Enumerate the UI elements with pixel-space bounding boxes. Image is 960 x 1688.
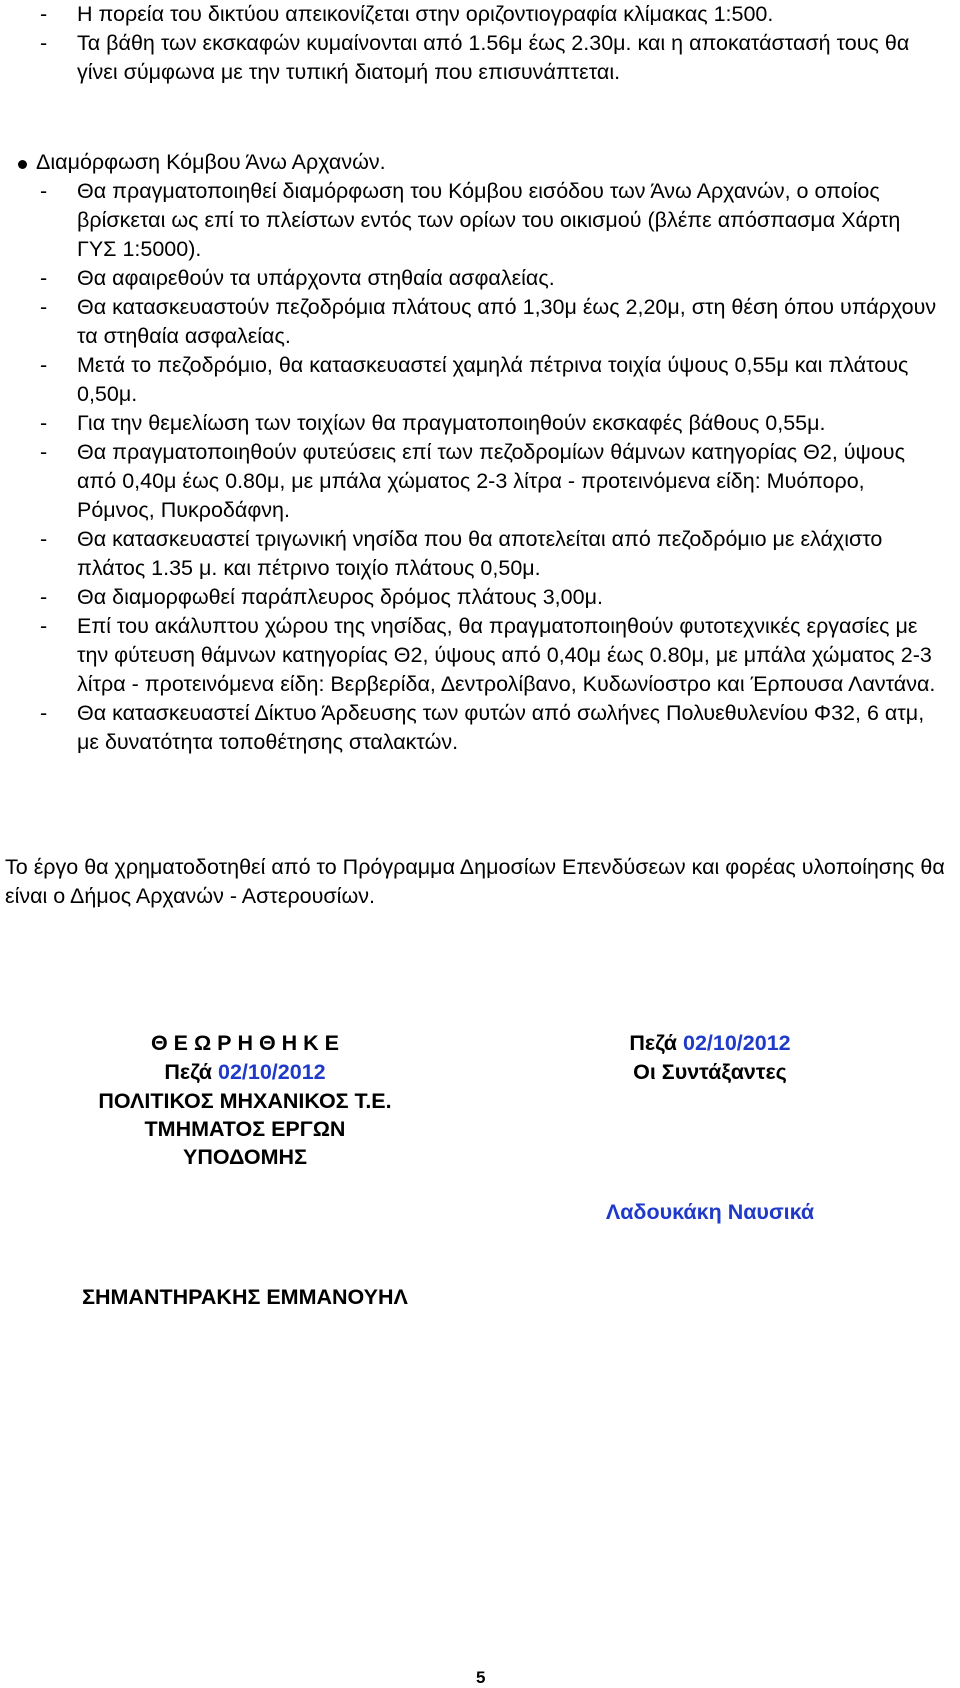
list-item <box>40 0 940 29</box>
list-item-text: Μετά το πεζοδρόμιο, θα κατασκευαστεί χαμηλά πέτρινα τοιχία ύψους 0,55μ και πλάτους 0,50μ. <box>77 353 909 406</box>
list-item <box>40 351 940 409</box>
intro-list <box>40 0 940 87</box>
left-signature-place: Πεζά <box>164 1060 213 1084</box>
dash-marker: - <box>40 440 48 464</box>
left-signature-role-3: ΥΠΟΔΟΜΗΣ <box>183 1145 307 1169</box>
list-item-text: Επί του ακάλυπτου χώρου της νησίδας, θα πραγματοποιηθούν φυτοτεχνικές εργασίες με την φύτευση θάμνων κατηγορίας Θ2, ύψους από 0,40μ έως 0.80μ, με μπάλα χώματος 2-3 λίτρα - προτεινόμενα είδη: Βερβερίδα, Δεντρολίβανο, Κυδωνίοστρο και Έρπουσα Λαντάνα. <box>77 614 936 696</box>
list-item-text: Θα κατασκευαστούν πεζοδρόμια πλάτους από 1,30μ έως 2,20μ, στη θέση όπου υπάρχουν τα στηθαία ασφαλείας. <box>77 295 937 348</box>
left-signature-date-line <box>60 1058 430 1087</box>
dash-marker: - <box>40 353 48 377</box>
section-title: Διαμόρφωση Κόμβου Άνω Αρχανών. <box>36 150 386 174</box>
list-item-text: Θα κατασκευαστεί τριγωνική νησίδα που θα αποτελείται από πεζοδρόμιο με ελάχιστο πλάτος 1.35 μ. και πέτρινο τοιχίο πλάτους 0,50μ. <box>77 527 883 580</box>
list-item <box>40 177 940 264</box>
list-item <box>40 409 940 438</box>
dash-marker: - <box>40 411 48 435</box>
list-item-text: Θα πραγματοποιηθεί διαμόρφωση του Κόμβου εισόδου των Άνω Αρχανών, ο οποίος βρίσκεται ως επί το πλείστων εντός των ορίων του οικισμού (βλέπε απόσπασμα Χάρτη ΓΥΣ 1:5000). <box>77 179 901 261</box>
dash-marker: - <box>40 31 48 55</box>
list-item <box>40 29 940 87</box>
dash-marker: - <box>40 295 48 319</box>
dash-marker: - <box>40 266 48 290</box>
right-signature-name: Λαδουκάκη Ναυσικά <box>605 1200 815 1224</box>
right-signature-date: 02/10/2012 <box>683 1031 791 1055</box>
dash-marker: - <box>40 614 48 638</box>
list-item-text: Θα αφαιρεθούν τα υπάρχοντα στηθαία ασφαλείας. <box>77 266 555 290</box>
list-item-text: Θα κατασκευαστεί Δίκτυο Άρδευσης των φυτών από σωλήνες Πολυεθυλενίου Φ32, 6 ατμ, με δυνατότητα τοποθέτησης σταλακτών. <box>77 701 925 754</box>
list-item <box>40 612 940 699</box>
page-number: 5 <box>476 1668 486 1687</box>
right-signature-place: Πεζά <box>629 1031 678 1055</box>
list-item-text: Θα διαμορφωθεί παράπλευρος δρόμος πλάτους 3,00μ. <box>77 585 603 609</box>
right-signature-heading: Οι Συντάξαντες <box>633 1060 787 1084</box>
left-signature-role-1: ΠΟΛΙΤΙΚΟΣ ΜΗΧΑΝΙΚΟΣ Τ.Ε. <box>98 1089 392 1113</box>
right-signature-date-line <box>560 1029 860 1058</box>
list-item-text: Για την θεμελίωση των τοιχίων θα πραγματοποιηθούν εκσκαφές βάθους 0,55μ. <box>77 411 826 435</box>
left-signature-date: 02/10/2012 <box>218 1060 326 1084</box>
funding-paragraph: Το έργο θα χρηματοδοτηθεί από το Πρόγραμμα Δημοσίων Επενδύσεων και φορέας υλοποίησης θα είναι ο Δήμος Αρχανών - Αστερουσίων. <box>5 855 945 908</box>
list-item <box>40 264 940 293</box>
list-item <box>40 583 940 612</box>
left-signature-role-2: ΤΜΗΜΑΤΟΣ ΕΡΓΩΝ <box>144 1117 346 1141</box>
dash-marker: - <box>40 527 48 551</box>
list-item <box>40 699 940 757</box>
left-signature-name: ΣΗΜΑΝΤΗΡΑΚΗΣ ΕΜΜΑΝΟΥΗΛ <box>82 1285 408 1309</box>
bullet-icon <box>18 160 27 169</box>
list-item <box>40 293 940 351</box>
left-signature-heading: Θ Ε Ω Ρ Η Θ Η Κ Ε <box>150 1031 340 1055</box>
dash-marker: - <box>40 2 48 26</box>
section-list <box>40 177 940 757</box>
dash-marker: - <box>40 585 48 609</box>
list-item-text: Η πορεία του δικτύου απεικονίζεται στην οριζοντιογραφία κλίμακας 1:500. <box>77 2 774 26</box>
list-item-text: Τα βάθη των εκσκαφών κυμαίνονται από 1.56μ έως 2.30μ. και η αποκατάστασή τους θα γίνει σύμφωνα με την τυπική διατομή που επισυνάπτεται. <box>77 31 910 84</box>
list-item-text: Θα πραγματοποιηθούν φυτεύσεις επί των πεζοδρομίων θάμνων κατηγορίας Θ2, ύψους από 0,40μ έως 0.80μ, με μπάλα χώματος 2-3 λίτρα - προτεινόμενα είδη: Μυόπορο, Ρόμνος, Πυκροδάφνη. <box>77 440 905 522</box>
list-item <box>40 525 940 583</box>
dash-marker: - <box>40 179 48 203</box>
dash-marker: - <box>40 701 48 725</box>
list-item <box>40 438 940 525</box>
